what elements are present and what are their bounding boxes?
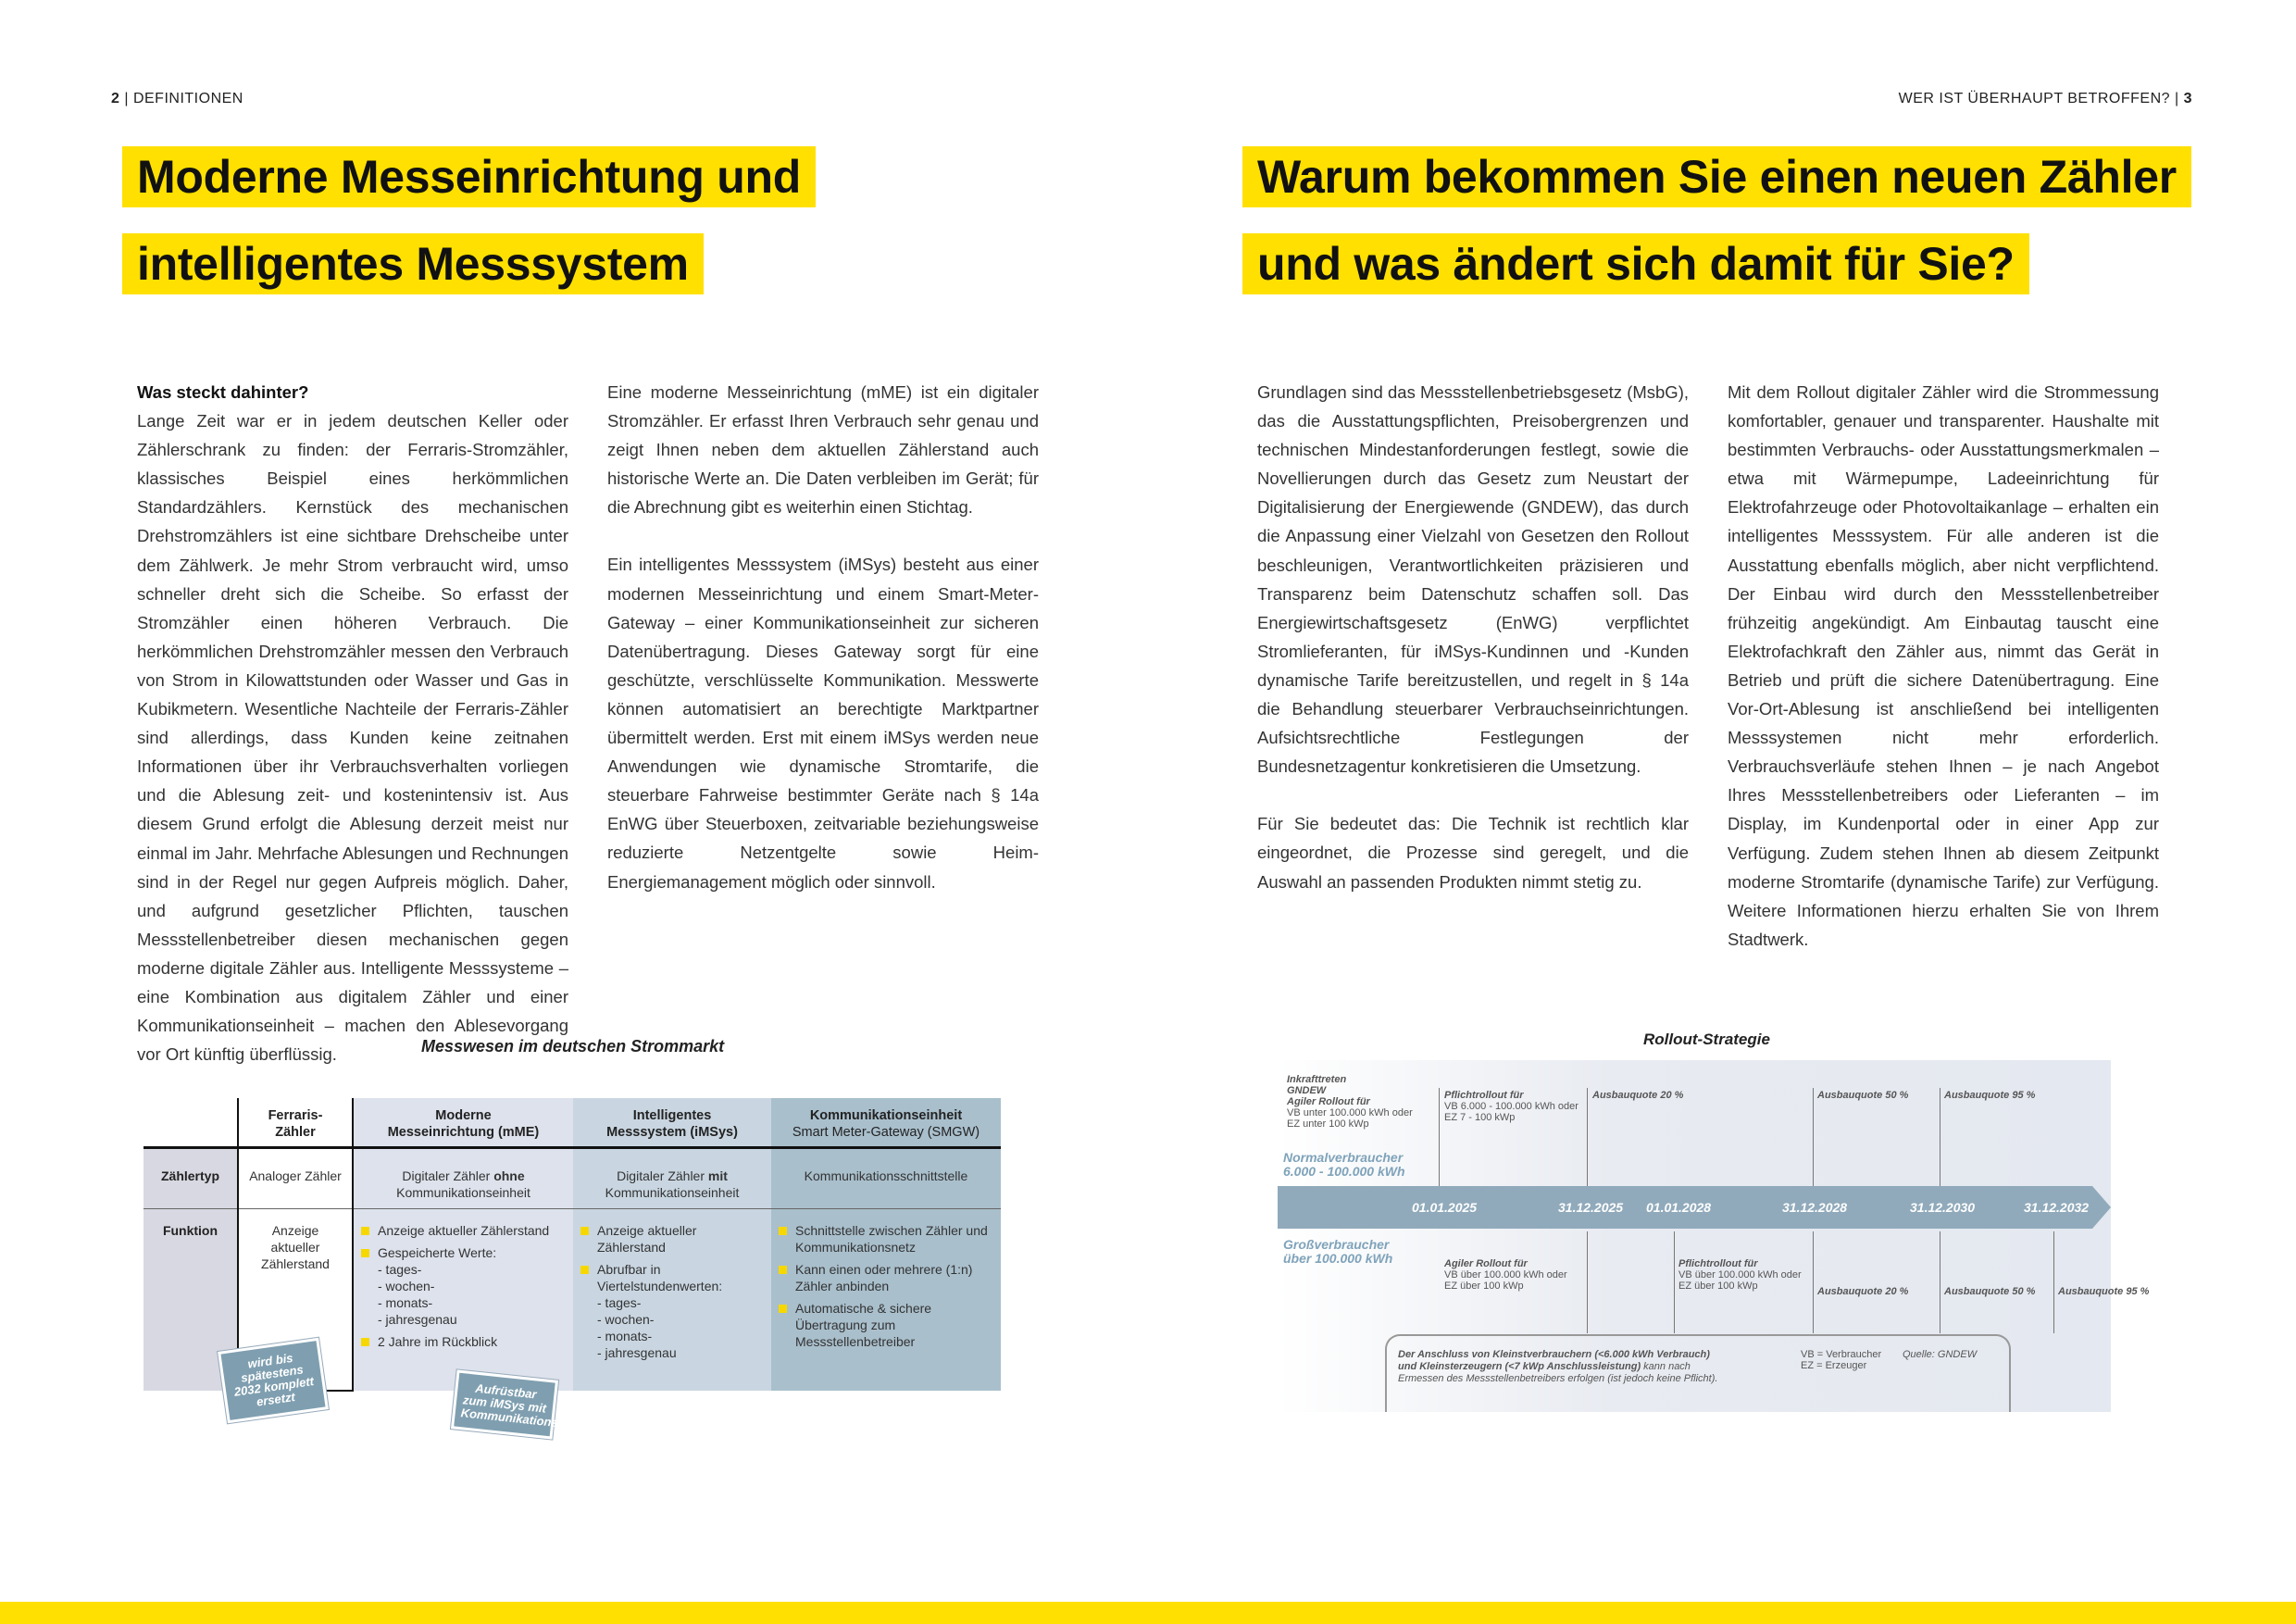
rollout-title: Rollout-Strategie <box>1643 1031 1770 1048</box>
header-empty <box>144 1098 238 1148</box>
stamp-upgradeable: Aufrüstbar zum iMSys mit Kommunikationseinheit <box>451 1369 558 1439</box>
right-running-header: WER IST ÜBERHAUPT BETROFFEN? | 3 <box>1898 91 2192 106</box>
footer-accent-bar <box>0 1602 2296 1624</box>
timeline-date: 31.12.2028 <box>1782 1200 1848 1215</box>
quota-label: Ausbauquote 20 % <box>1592 1090 1684 1101</box>
header-imsys: Intelligentes Messsystem (iMSys) <box>573 1098 771 1148</box>
left-title-line2: intelligentes Messsystem <box>122 233 704 294</box>
timeline-divider <box>1813 1088 1814 1188</box>
timeline-divider <box>1587 1088 1588 1188</box>
text-column-3 <box>1257 378 1689 925</box>
row-label-zaehlertyp: Zählertyp <box>144 1148 238 1209</box>
text-column-1 <box>137 378 568 1097</box>
agiler-rollout-gross-label: Agiler Rollout für VB über 100.000 kWh oder EZ über 100 kWp <box>1444 1258 1567 1292</box>
right-title-line2: und was ändert sich damit für Sie? <box>1242 233 2029 294</box>
paragraph: Für Sie bedeutet das: Die Technik ist rechtlich klar eingeordnet, die Prozesse sind geregelt, und die Auswahl an passenden Produkten nimmt stetig zu. <box>1257 814 1689 892</box>
list-item: Automatische & sichere Übertragung zum Messstellenbetreiber <box>779 1300 993 1350</box>
list-item: Kann einen oder mehrere (1:n) Zähler anbinden <box>779 1261 993 1294</box>
header-ferraris: Ferraris- Zähler <box>238 1098 353 1148</box>
note-text: Der Anschluss von Kleinstverbrauchern (<6.000 kWh Verbrauch) und Kleinsterzeugern (<7 kWp Anschlussleistung) kann nach Ermessen des Messstellenbetreibers erfolgen (ist jedoch keine Pflicht). <box>1398 1349 1718 1384</box>
rollout-diagram <box>1278 1060 2150 1412</box>
timeline-divider <box>1813 1231 1814 1333</box>
quota-label: Ausbauquote 50 % <box>1944 1286 2036 1297</box>
inkrafttreten-label: Inkrafttreten GNDEW Agiler Rollout für VB unter 100.000 kWh oder EZ unter 100 kWp <box>1287 1074 1413 1130</box>
quota-label: Ausbauquote 95 % <box>2058 1286 2150 1297</box>
cell <box>353 1209 573 1391</box>
cell: Digitaler Zähler mit Kommunikationseinheit <box>573 1148 771 1209</box>
list-item: Anzeige aktueller Zählerstand <box>580 1222 764 1255</box>
timeline-date: 31.12.2032 <box>2024 1200 2090 1215</box>
timeline-divider <box>1439 1088 1440 1188</box>
text-column-2 <box>607 378 1039 925</box>
paragraph: Mit dem Rollout digitaler Zähler wird die Strommessung komfortabler, genauer und transparenter. Haushalte mit bestimmten Verbrauchs- oder Ausstattungsmerkmalen – etwa mit Wärmepumpe, Ladeeinrichtung für Elektrofahrzeuge oder Photovoltaikanlage – erhalten ein intelligentes Messsystem. Für alle anderen ist die Ausstattung ebenfalls möglich, aber nicht verpflichtend. Der Einbau wird durch den Messstellenbetreiber frühzeitig angekündigt. Am Einbautag tauscht eine Elektrofachkraft den Zähler aus, nimmt das Gerät in Betrieb und prüft die sichere Datenübertragung. Eine Vor-Ort-Ablesung ist anschließend bei intelligenten Messsystemen nicht mehr erforderlich. Verbrauchsverläufe stehen Ihnen – je nach Angebot Ihres Messstellenbetreibers oder Lieferanten – im Display, im Kundenportal oder in einer App zur Verfügung. Zudem stehen Ihnen ab diesem Zeitpunkt moderne Stromtarife (dynamische Tarife) zur Verfügung. Weitere Informationen hierzu erhalten Sie von Ihrem Stadtwerk. <box>1728 382 2159 949</box>
normalverbraucher-label: Normalverbraucher 6.000 - 100.000 kWh <box>1283 1150 1405 1179</box>
quota-label: Ausbauquote 20 % <box>1817 1286 1909 1297</box>
paragraph: Grundlagen sind das Messstellenbetriebsgesetz (MsbG), das die Ausstattungspflichten, Preisobergrenzen und technischen Mindestanforderungen festlegt, sowie die Novellierungen durch das Gesetz zum Neustart der Digitalisierung der Energiewende (GNDEW), das durch die Anpassung einer Vielzahl von Gesetzen den Rollout beschleunigen, Verantwortlichkeiten präzisieren und Transparenz beim Datenschutz schaffen soll. Das Energiewirtschaftsgesetz (EnWG) verpflichtet Stromlieferanten, für iMSys-Kundinnen und -Kunden dynamische Tarife bereitzustellen, und regelt in § 14a die Behandlung steuerbarer Verbrauchseinrichtungen. Aufsichtsrechtliche Festlegungen der Bundesnetzagentur konkretisieren die Umsetzung. <box>1257 382 1689 777</box>
paragraph: Lange Zeit war er in jedem deutschen Keller oder Zählerschrank zu finden: der Ferraris-Stromzähler, klassisches Beispiel eines herkömmlichen Standardzählers. Kernstück des mechanischen Drehstromzählers ist eine sichtbare Drehscheibe unter dem Zählwerk. Je mehr Strom verbraucht wird, umso schneller dreht sich die Scheibe. So erfasst der Stromzähler einen höheren Verbrauch. Die herkömmlichen Drehstromzähler messen den Verbrauch von Strom in Kilowattstunden oder Wasser und Gas in Kubikmetern. Wesentliche Nachteile der Ferraris-Zähler sind allerdings, dass Kunden keine zeitnahen Informationen über ihr Verbrauchsverhalten vorliegen und die Ablesung zeit- und kostenintensiv ist. Aus diesem Grund erfolgt die Ablesung derzeit meist nur einmal im Jahr. Mehrfache Ablesungen und Rechnungen sind in der Regel nur gegen Aufpreis möglich. Daher, und aufgrund gesetzlicher Pflichten, tauschen Messstellenbetreiber diesen mechanischen gegen moderne digitale Zähler aus. Intelligente Messsysteme – eine Kombination aus digitalem Zähler und einer Kommunikationseinheit – machen den Ablesevorgang vor Ort künftig überflüssig. <box>137 411 568 1065</box>
header-mme: Moderne Messeinrichtung (mME) <box>353 1098 573 1148</box>
subheading: Was steckt dahinter? <box>137 382 309 402</box>
list-item: 2 Jahre im Rückblick <box>361 1333 566 1350</box>
left-title-line1: Moderne Messeinrichtung und <box>122 146 816 207</box>
paragraph: Ein intelligentes Messsystem (iMSys) besteht aus einer modernen Messeinrichtung und einem Smart-Meter-Gateway – einer Kommunikationseinheit zur sicheren Datenübertragung. Dieses Gateway sorgt für eine geschützte, verschlüsselte Kommunikation. Messwerte können automatisiert an berechtigte Marktpartner übermittelt werden. Erst mit einem iMSys werden neue Anwendungen wie dynamische Stromtarife, die steuerbare Fahrweise bestimmter Geräte nach § 14a EnWG über Steuerboxen, zeitvariable beziehungsweise reduzierte Netzentgelte sowie Heim-Energiemanagement möglich oder sinnvoll. <box>607 555 1039 892</box>
cell: Digitaler Zähler ohne Kommunikationseinheit <box>353 1148 573 1209</box>
left-running-header: 2 | DEFINITIONEN <box>111 91 243 106</box>
quota-label: Ausbauquote 95 % <box>1944 1090 2036 1101</box>
timeline-date: 31.12.2030 <box>1910 1200 1976 1215</box>
pflichtrollout-gross-label: Pflichtrollout für VB über 100.000 kWh oder EZ über 100 kWp <box>1678 1258 1802 1292</box>
table-row <box>144 1148 1001 1209</box>
list-item: Schnittstelle zwischen Zähler und Kommunikationsnetz <box>779 1222 993 1255</box>
timeline-divider <box>2053 1231 2054 1333</box>
cell: Anzeige aktueller Zählerstand <box>238 1209 353 1391</box>
text-column-4 <box>1728 378 2159 982</box>
list-item: Gespeicherte Werte: - tages- - wochen- - monats- - jahresgenau <box>361 1244 566 1328</box>
cell: Kommunikationsschnittstelle <box>771 1148 1001 1209</box>
stamp-replaced-2032: wird bis spätestens 2032 komplett ersetzt <box>218 1338 329 1424</box>
right-title-line1: Warum bekommen Sie einen neuen Zähler <box>1242 146 2191 207</box>
cell <box>573 1209 771 1391</box>
timeline-date: 01.01.2025 <box>1412 1200 1478 1215</box>
grossverbraucher-label: Großverbraucher über 100.000 kWh <box>1283 1237 1393 1266</box>
cell: Analoger Zähler <box>238 1148 353 1209</box>
pflichtrollout-normal-label: Pflichtrollout für VB 6.000 - 100.000 kWh oder EZ 7 - 100 kWp <box>1444 1090 1578 1123</box>
header-komm: Kommunikationseinheit Smart Meter-Gateway (SMGW) <box>771 1098 1001 1148</box>
list-item: Abrufbar in Viertelstundenwerten: - tages- - wochen- - monats- - jahresgenau <box>580 1261 764 1361</box>
quota-label: Ausbauquote 50 % <box>1817 1090 1909 1101</box>
source-label: Quelle: GNDEW <box>1903 1349 1978 1360</box>
list-item: Anzeige aktueller Zählerstand <box>361 1222 566 1239</box>
table-title: Messwesen im deutschen Strommarkt <box>421 1037 725 1056</box>
timeline-date: 31.12.2025 <box>1558 1200 1624 1215</box>
legend: VB = Verbraucher EZ = Erzeuger <box>1801 1349 1882 1371</box>
timeline-divider <box>1587 1231 1588 1333</box>
row-label-funktion: Funktion <box>144 1209 238 1391</box>
table-header-row <box>144 1098 1001 1148</box>
paragraph: Eine moderne Messeinrichtung (mME) ist ein digitaler Stromzähler. Er erfasst Ihren Verbrauch sehr genau und zeigt Ihnen neben dem aktuellen Zählerstand auch historische Werte an. Die Daten verbleiben im Gerät; für die Abrechnung gibt es weiterhin einen Stichtag. <box>607 382 1039 518</box>
timeline-divider <box>1674 1231 1675 1333</box>
cell <box>771 1209 1001 1391</box>
timeline-date: 01.01.2028 <box>1646 1200 1712 1215</box>
